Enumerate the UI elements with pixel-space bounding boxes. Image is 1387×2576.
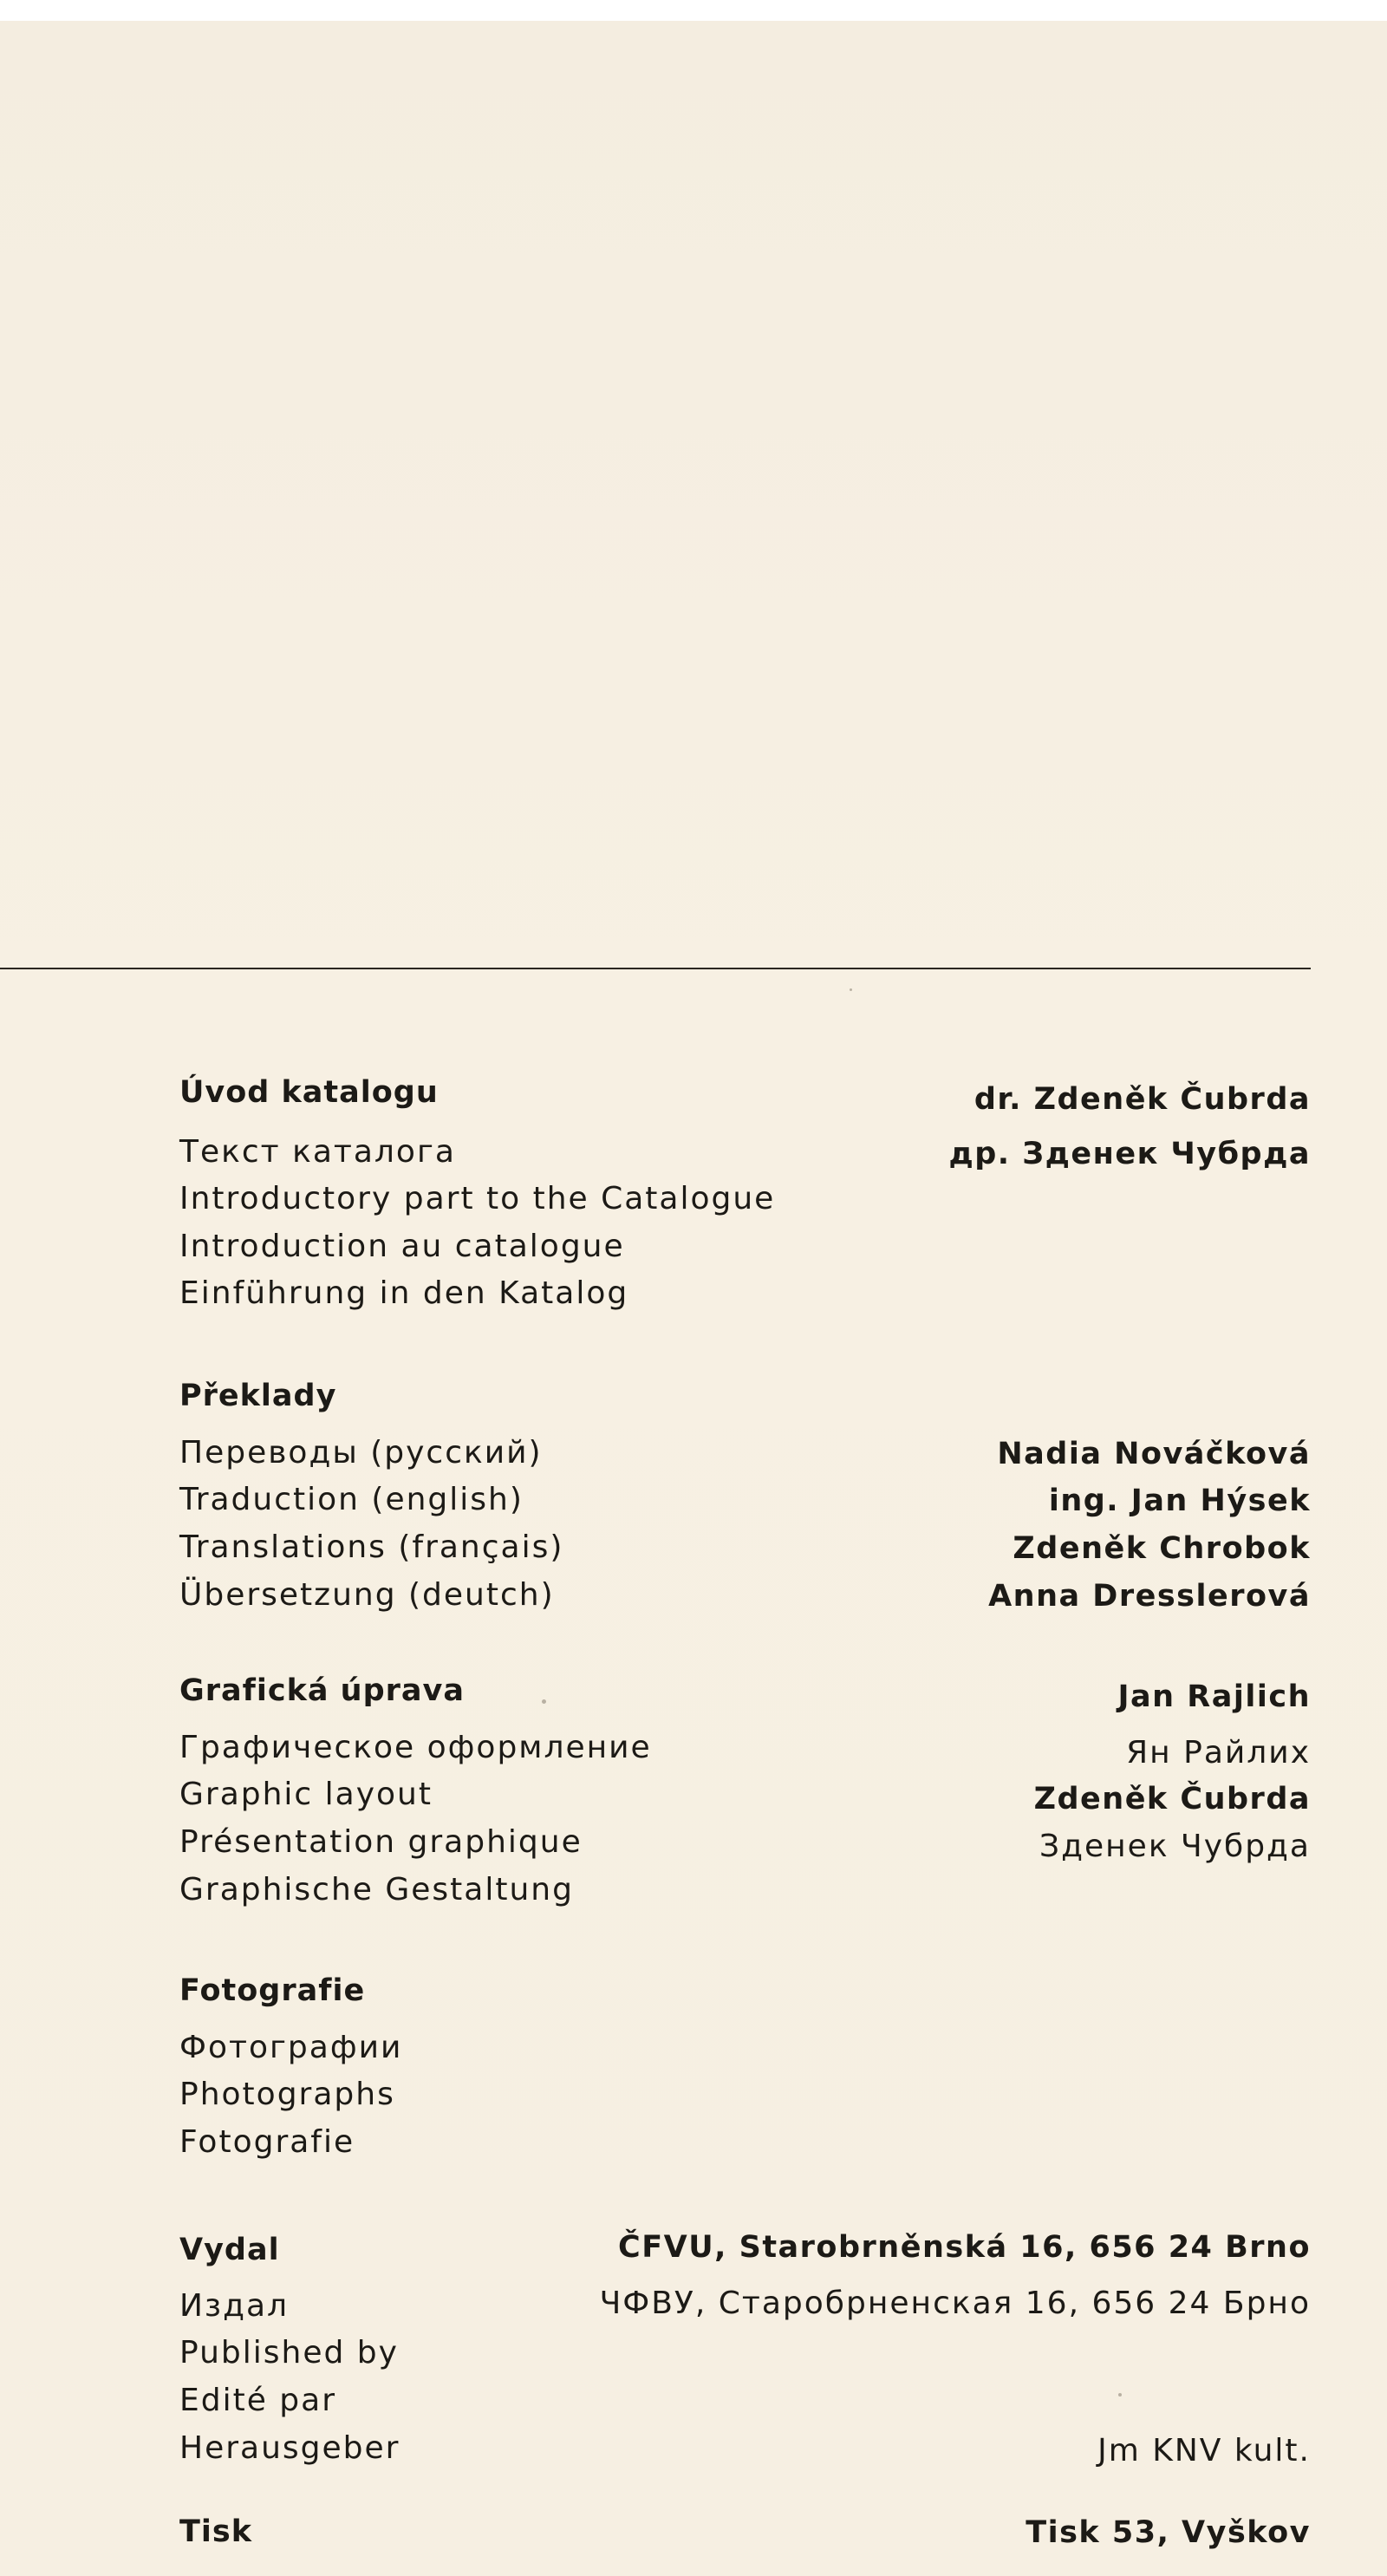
credit-name: ing. Jan Hýsek	[1048, 1484, 1311, 1518]
publisher-address: ČFVU, Starobrněnská 16, 656 24 Brno	[618, 2230, 1311, 2265]
section-line: Einführung in den Katalog	[179, 1275, 629, 1311]
section-heading: Grafická úprava	[179, 1673, 465, 1708]
section-line: Présentation graphique	[179, 1824, 583, 1860]
publisher-address: ЧФВУ, Старобрненская 16, 656 24 Брно	[599, 2286, 1311, 2321]
section-line: Übersetzung (deutch)	[179, 1577, 555, 1613]
section-heading: Vydal	[179, 2233, 280, 2267]
section-heading: Tisk	[179, 2514, 252, 2549]
credit-name: Nadia Nováčková	[997, 1437, 1311, 1471]
credit-name: Зденек Чубрда	[1039, 1829, 1311, 1864]
section-line: Фотографии	[179, 2030, 403, 2065]
credit-name: Anna Dresslerová	[988, 1579, 1311, 1614]
section-line: Graphic layout	[179, 1777, 433, 1812]
printer-name: Tisk 53, Vyškov	[1026, 2515, 1311, 2550]
credit-name: dr. Zdeněk Čubrda	[974, 1082, 1311, 1117]
credit-name: Jan Rajlich	[1117, 1679, 1311, 1714]
section-line: Текст каталога	[179, 1134, 456, 1170]
publisher-authority: Jm KNV kult.	[1097, 2433, 1311, 2468]
section-line: Издал	[179, 2288, 290, 2324]
section-heading: Úvod katalogu	[179, 1075, 439, 1110]
section-line: Introduction au catalogue	[179, 1229, 625, 1264]
section-line: Traduction (english)	[179, 1482, 524, 1517]
credit-name: др. Зденек Чубрда	[948, 1137, 1311, 1171]
section-line: Fotografie	[179, 2124, 355, 2160]
section-line: Herausgeber	[179, 2430, 400, 2466]
scan-top-edge	[0, 0, 1387, 21]
section-line: Графическое оформление	[179, 1730, 652, 1765]
section-line: Photographs	[179, 2077, 395, 2112]
section-line: Graphische Gestaltung	[179, 1872, 574, 1908]
section-line: Published by	[179, 2335, 399, 2371]
section-heading: Překlady	[179, 1379, 337, 1413]
credit-name: Zdeněk Chrobok	[1013, 1531, 1311, 1566]
paper-speck	[850, 988, 852, 991]
credit-name: Ян Райлих	[1126, 1735, 1311, 1771]
section-line: Translations (français)	[179, 1529, 564, 1565]
section-heading: Fotografie	[179, 1973, 366, 2008]
section-line: Introductory part to the Catalogue	[179, 1181, 776, 1216]
paper-speck	[1118, 2393, 1122, 2397]
section-line: Переводы (русский)	[179, 1435, 543, 1471]
horizontal-divider	[0, 968, 1311, 969]
paper-speck	[542, 1699, 546, 1704]
credit-name: Zdeněk Čubrda	[1033, 1782, 1311, 1816]
section-line: Edité par	[179, 2383, 337, 2418]
